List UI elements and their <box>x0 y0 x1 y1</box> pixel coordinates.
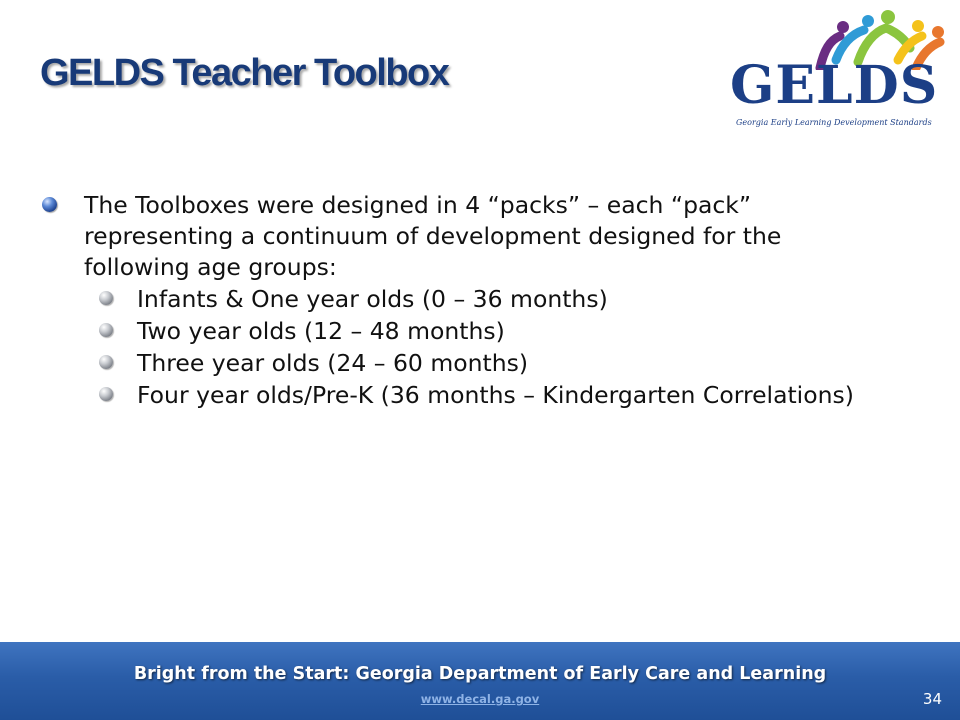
logo-wordmark: GELDS <box>730 55 939 116</box>
age-group-item <box>137 283 884 315</box>
age-group-item <box>137 379 884 411</box>
age-group-text: Three year olds (24 – 60 months) <box>137 349 529 377</box>
footer-website-link[interactable]: www.decal.ga.gov <box>420 692 540 706</box>
slide-content <box>84 190 884 411</box>
slide-title: GELDS Teacher Toolbox <box>40 52 449 94</box>
age-group-item <box>137 315 884 347</box>
bullet-toolbox-packs <box>84 190 884 283</box>
footer-organization: Bright from the Start: Georgia Department of Early Care and Learning <box>133 664 827 684</box>
age-group-text: Two year olds (12 – 48 months) <box>137 317 505 345</box>
bullet-text: The Toolboxes were designed in 4 “packs” – each “pack” representing a continuum of development designed for the following age groups: <box>84 191 782 281</box>
age-group-item <box>137 347 884 379</box>
age-group-text: Infants & One year olds (0 – 36 months) <box>137 285 608 313</box>
sub-bullet-icon <box>99 291 113 305</box>
age-group-list <box>84 283 884 411</box>
sub-bullet-icon <box>99 355 113 369</box>
logo-tagline: Georgia Early Learning Development Standards <box>736 118 932 127</box>
sub-bullet-icon <box>99 387 113 401</box>
sub-bullet-icon <box>99 323 113 337</box>
slide-footer <box>0 642 960 720</box>
bullet-icon <box>42 197 57 212</box>
gelds-logo <box>718 8 948 130</box>
age-group-text: Four year olds/Pre-K (36 months – Kindergarten Correlations) <box>137 381 854 409</box>
page-number: 34 <box>922 690 942 708</box>
